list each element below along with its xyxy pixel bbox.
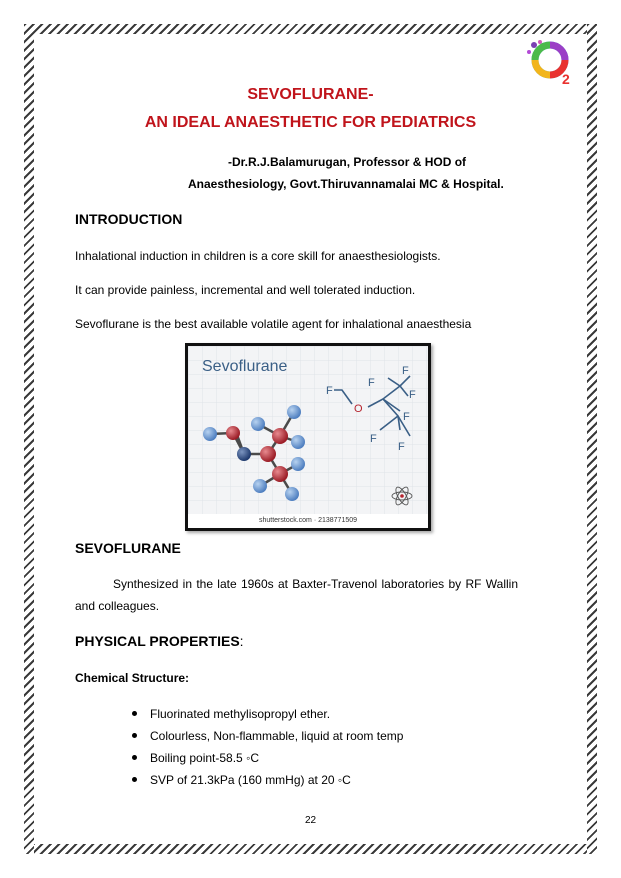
list-item: SVP of 21.3kPa (160 mmHg) at 20 ◦C — [130, 769, 403, 791]
border-top — [24, 24, 597, 34]
formula-f5: F — [370, 433, 377, 445]
intro-paragraph-1: Inhalational induction in children is a core skill for anaesthesiologists. — [75, 249, 441, 263]
page-number: 22 — [304, 815, 317, 826]
list-item: Boiling point-58.5 ◦C — [130, 747, 403, 769]
border-right — [587, 24, 597, 854]
author-line-2: Anaesthesiology, Govt.Thiruvannamalai MC & Hospital. — [188, 177, 504, 191]
formula-f3: F — [409, 389, 416, 401]
title-line-2: AN IDEAL ANAESTHETIC FOR PEDIATRICS — [144, 114, 477, 131]
introduction-heading: INTRODUCTION — [75, 211, 183, 227]
list-item: Fluorinated methylisopropyl ether. — [130, 703, 403, 725]
intro-paragraph-2: It can provide painless, incremental and well tolerated induction. — [75, 283, 416, 297]
properties-list — [130, 703, 403, 791]
sevoflurane-molecule-figure — [185, 343, 431, 531]
formula-f4: F — [403, 411, 410, 423]
formula-f6: F — [398, 441, 405, 453]
formula-f1: F — [368, 377, 375, 389]
physical-properties-colon: : — [239, 633, 244, 649]
formula-f2: F — [402, 365, 409, 377]
title-line-1: SEVOFLURANE- — [247, 86, 374, 103]
border-bottom — [24, 844, 597, 854]
intro-paragraph-3: Sevoflurane is the best available volatile agent for inhalational anaesthesia — [75, 317, 472, 331]
o2-logo-icon — [524, 38, 578, 86]
formula-oxygen: O — [354, 403, 363, 415]
formula-f-left: F — [326, 385, 333, 397]
sevoflurane-paragraph: Synthesized in the late 1960s at Baxter-Travenol laboratories by RF Wallin and colleagues. — [75, 577, 518, 613]
physical-properties-heading — [75, 633, 244, 649]
svg-text:2: 2 — [562, 71, 570, 86]
author-line-1: -Dr.R.J.Balamurugan, Professor & HOD of — [228, 155, 467, 169]
list-item: Colourless, Non-flammable, liquid at room temp — [130, 725, 403, 747]
figure-caption: shutterstock.com · 2138771509 — [188, 514, 428, 528]
physical-properties-title: PHYSICAL PROPERTIES — [75, 633, 240, 649]
sevoflurane-heading: SEVOFLURANE — [75, 540, 181, 556]
chemical-structure-subheading: Chemical Structure: — [75, 671, 190, 685]
border-left — [24, 24, 34, 854]
figure-title: Sevoflurane — [202, 358, 288, 375]
